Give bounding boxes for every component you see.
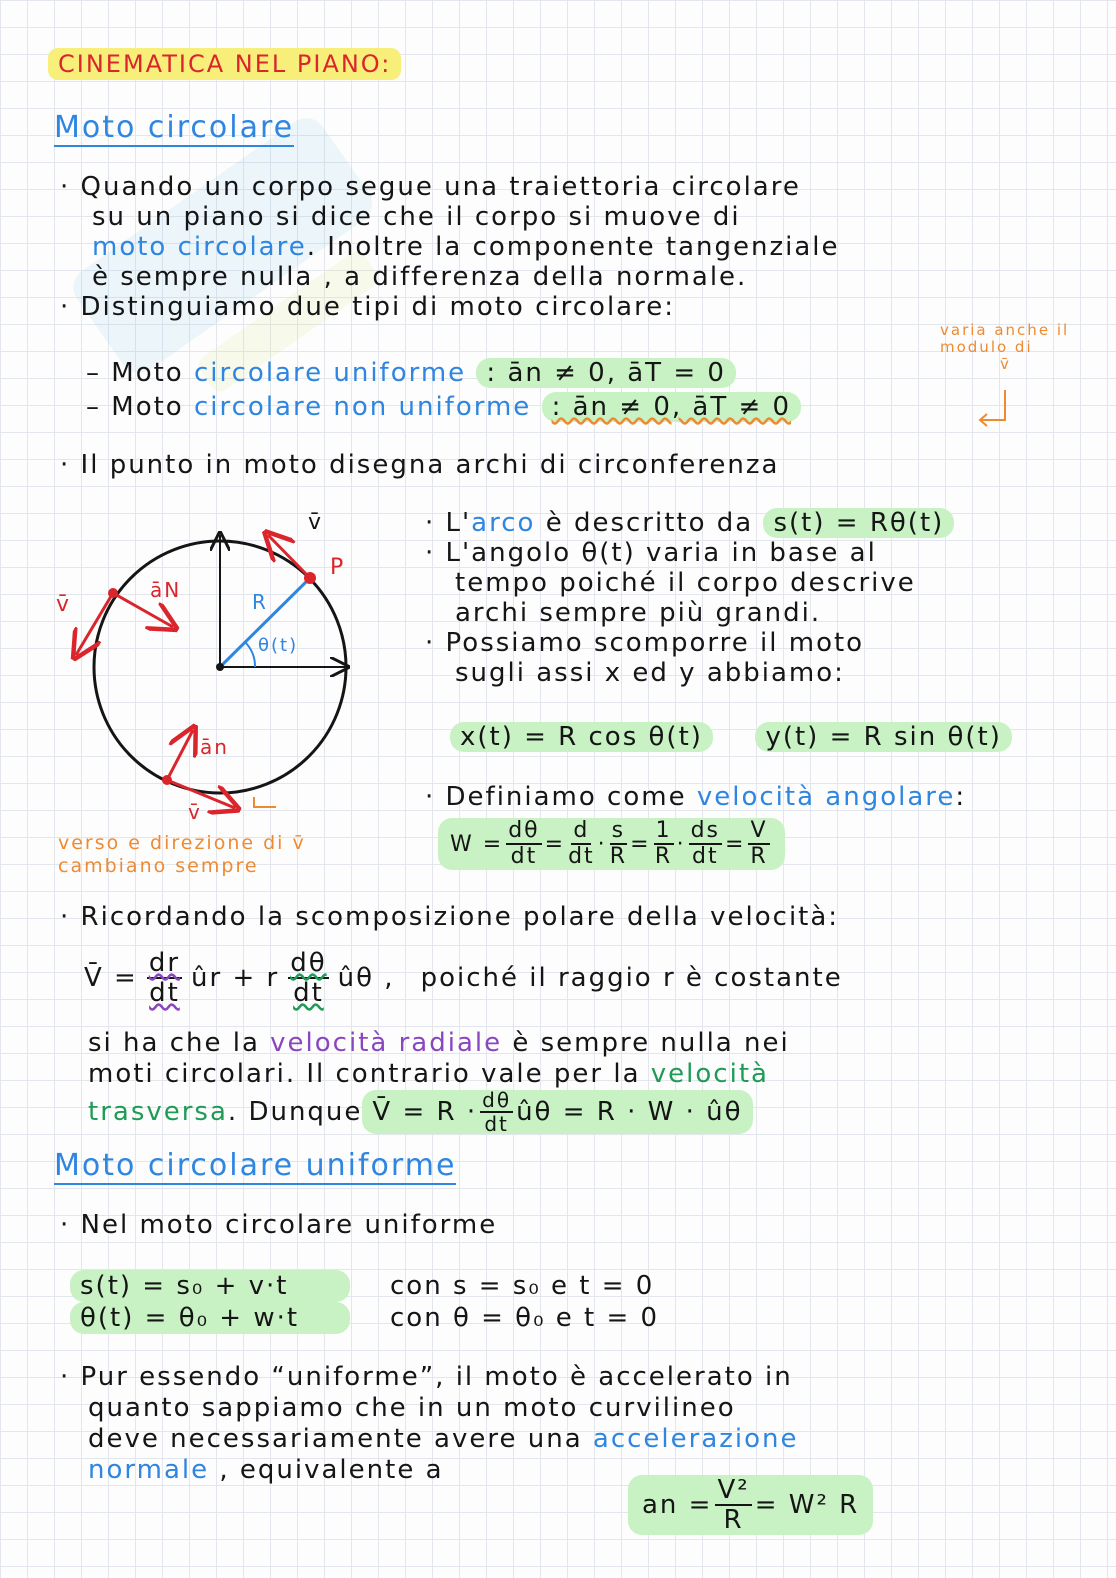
- formula-x: x(t) = R cos θ(t): [450, 722, 713, 752]
- list-item-non-uniforme: – Moto circolare non uniforme : ān ≠ 0, āT ≠ 0: [86, 390, 801, 424]
- term-moto-circolare: moto circolare: [92, 232, 307, 262]
- right-column-text: · L'arco è descritto da s(t) = Rθ(t) · L'angolo θ(t) varia in base al tempo poiché il corpo descrive archi sempre più grandi. · Possiamo scomporre il moto sugli assi x ed y abbiamo:: [425, 508, 1105, 688]
- paragraph-radial-transverse: si ha che la velocità radiale è sempre nulla nei moti circolari. Il contrario vale per la velocità trasversa . Dunque V̄ = R · $\frac{d\theta}{dt}$ ûθ = R · W · ûθ: [88, 1028, 790, 1136]
- diagram-caption: verso e direzione di v̄ cambiano sempre: [58, 832, 306, 877]
- label-an: ān: [200, 735, 229, 759]
- section-heading-uniforme: Moto circolare uniforme: [54, 1148, 457, 1183]
- formula-y: y(t) = R sin θ(t): [755, 722, 1011, 752]
- side-note: varia anche il modulo di v̄: [940, 321, 1070, 373]
- paragraph-angular-velocity: · Definiamo come velocità angolare:: [425, 782, 966, 812]
- page-title: CINEMATICA NEL PIANO:: [48, 50, 401, 78]
- formula-xy: [450, 722, 1012, 752]
- label-v-top: v̄: [308, 510, 324, 535]
- formula-omega: W = $\frac{d\theta}{dt}$ = $\frac{d}{dt}$ · $\frac{s}{R}$ = $\frac{1}{R}$ · $\frac{ds}{dt}$ = $\frac{V}{R}$: [438, 818, 785, 870]
- label-theta: θ(t): [258, 635, 299, 656]
- paragraph-archi: · Il punto in moto disegna archi di circonferenza: [60, 450, 779, 480]
- label-v-left: v̄: [56, 592, 72, 617]
- label-v-bottom: v̄: [188, 800, 202, 824]
- paragraph-intro: · Quando un corpo segue una traiettoria circolare su un piano si dice che il corpo si muove di moto circolare. Inoltre la componente tangenziale è sempre nulla , a differenza della normale. · Distinguiamo due tipi di moto circolare:: [60, 172, 839, 322]
- paragraph-uniforme-intro: · Nel moto circolare uniforme: [60, 1210, 497, 1240]
- formula-s: s(t) = s₀ + v·t: [70, 1270, 350, 1302]
- moto-types-list: [86, 356, 801, 424]
- circle-diagram: [50, 505, 400, 835]
- velocity-vector-top: [268, 535, 310, 578]
- formula-uniforme-equations: [70, 1270, 659, 1334]
- angle-arc: [246, 643, 255, 667]
- side-note-arrow: [975, 385, 1015, 430]
- paragraph-accelerazione: · Pur essendo “uniforme”, il moto è accelerato in quanto sappiamo che in un moto curvilineo deve necessariamente avere una accelerazione normale , equivalente a: [60, 1362, 799, 1486]
- condition-theta: con θ = θ₀ e t = 0: [390, 1303, 660, 1333]
- label-p: P: [330, 555, 346, 580]
- paragraph-polar: · Ricordando la scomposizione polare della velocità:: [60, 902, 839, 932]
- condition-s: con s = s₀ e t = 0: [390, 1271, 655, 1301]
- formula-normal-acceleration: an = $\frac{\text{V²}}{R}$ = W² R: [628, 1475, 873, 1535]
- label-aN: āN: [150, 578, 182, 602]
- list-item-uniforme: – Moto circolare uniforme : ān ≠ 0, āT = 0: [86, 356, 801, 390]
- formula-polar-velocity: V̄ = $\frac{dr}{dt}$ ûr + r $\frac{d\theta}{dt}$ ûθ , poiché il raggio r è costante: [84, 948, 843, 1008]
- formula-theta: θ(t) = θ₀ + w·t: [70, 1302, 350, 1334]
- normal-acc-vector-bottom: [167, 730, 193, 780]
- label-radius: R: [252, 590, 268, 614]
- section-heading-moto-circolare: Moto circolare: [54, 110, 295, 145]
